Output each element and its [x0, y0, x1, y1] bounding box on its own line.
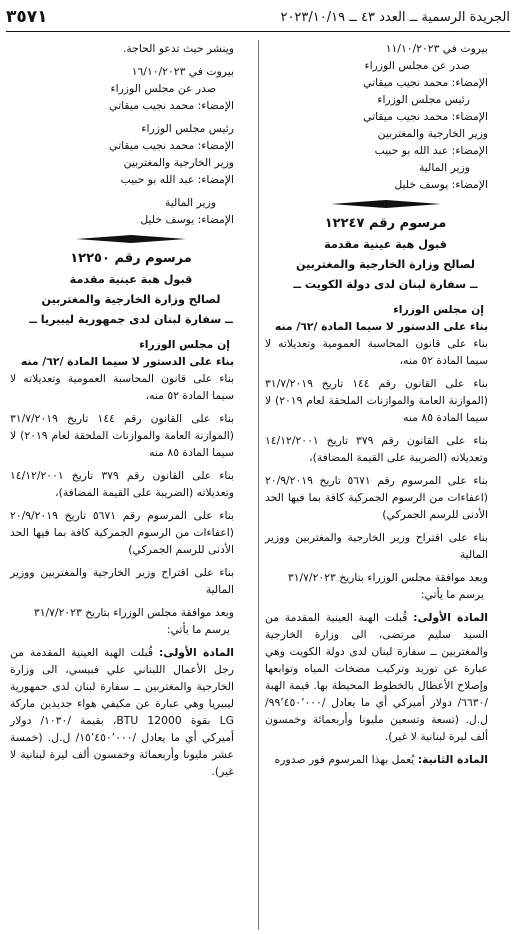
article-2-text: يُعمل بهذا المرسوم فور صدوره [274, 753, 415, 766]
basis-law-379: بناء على القانون رقم ٣٧٩ تاريخ ١٤/١٢/٢٠٠١ وتعديلاته (الضريبة على القيمة المضافة)، [10, 469, 234, 499]
issued-by: صدر عن مجلس الوزراء [110, 82, 216, 95]
basis-proposal: بناء على اقتراح وزير الخارجية والمغتربين ووزير المالية [10, 566, 234, 596]
decrees-line: يرسم ما يأتي: [420, 588, 484, 601]
fin-title: وزير المالية [165, 196, 216, 209]
signature-fin: الإمضاء: يوسف خليل [394, 178, 488, 191]
basis-accounting-law: بناء على قانون المحاسبة العمومية وتعديلاته لا سيما المادة ٥٢ منه، [265, 337, 488, 367]
signature-pm-2: الإمضاء: محمد نجيب ميقاتي [363, 110, 488, 123]
fm-title: وزير الخارجية والمغتربين [123, 156, 234, 169]
decree-subject-3: ــ سفارة لبنان لدى جمهورية ليبيريا ــ [29, 313, 233, 326]
divider-ornament [331, 199, 441, 209]
page-header [6, 6, 510, 32]
article-1-label: المادة الأولى: [413, 611, 488, 624]
basis-constitution: بناء على الدستور لا سيما المادة /٦٢/ منه [20, 355, 234, 368]
decree-subject-2: لصالح وزارة الخارجية والمغتربين [296, 258, 475, 271]
basis-decree-5671: بناء على المرسوم رقم ٥٦٧١ تاريخ ٢٠/٩/٢٠١٩ (اعفاءات من الرسوم الجمركية كافة بما فيها الحد الأدنى للرسم الجمركي) [265, 474, 488, 521]
article-2-label: المادة الثانية: [417, 753, 488, 766]
decree-subject-1: قبول هبة عينية مقدمة [324, 238, 447, 251]
cabinet-approval: وبعد موافقة مجلس الوزراء بتاريخ ٣١/٧/٢٠٢٣ [287, 571, 488, 584]
pm-title: رئيس مجلس الوزراء [141, 122, 234, 135]
decree-subject-3: ــ سفارة لبنان لدى دولة الكويت ــ [293, 278, 478, 291]
page-number: ٣٥٧١ [6, 7, 48, 27]
cabinet-heading: إن مجلس الوزراء [393, 303, 484, 316]
signature-fm: الإمضاء: عبد الله بو حبيب [374, 144, 488, 157]
article-1 [265, 609, 506, 745]
decrees-line: يرسم ما يأتي: [166, 623, 230, 636]
cabinet-approval: وبعد موافقة مجلس الوزراء بتاريخ ٣١/٧/٢٠٢٣ [33, 606, 234, 619]
article-1 [10, 644, 252, 780]
signature-fin: الإمضاء: يوسف خليل [140, 213, 234, 226]
fin-title: وزير المالية [419, 161, 470, 174]
divider-ornament [76, 234, 186, 244]
right-column [258, 40, 512, 930]
decree-subject-2: لصالح وزارة الخارجية والمغتربين [41, 293, 221, 306]
basis-law-379: بناء على القانون رقم ٣٧٩ تاريخ ١٤/١٢/٢٠٠١ وتعديلاته (الضريبة على القيمة المضافة)، [265, 434, 488, 464]
gazette-title: الجريدة الرسمية ــ العدد ٤٣ ــ ٢٠٢٣/١٠/١٩ [280, 9, 510, 25]
article-1-text: قُبلت الهبة العينية المقدمة من السيد سليم مرتضى، الى وزارة الخارجية والمغتربين ــ سفارة لبنان لدى دولة الكويت وهي عبارة عن توريد وتركيب مضخات المياه وتوابعها وإصلاح الأعطال بالخطوط المحيطة بها. قيمة الهبة /٦٦٣٠/ دولار أميركي أي ما يعادل /٩٩٬٤٥٠٬٠٠٠/ ل.ل. (تسعة وتسعين مليونا وأربعمائة وخمسون ألف ليرة لبنانية لا غير). [265, 611, 488, 743]
signature-pm: الإمضاء: محمد نجيب ميقاتي [109, 99, 234, 112]
signature-fm: الإمضاء: عبد الله بو حبيب [120, 173, 234, 186]
basis-law-144: بناء على القانون رقم ١٤٤ تاريخ ٣١/٧/٢٠١٩ (الموازنة العامة والموازنات الملحقة لعام ٢٠١٩) لا سيما المادة ٨٥ منه [265, 377, 488, 424]
decree-title: مرسوم رقم ١٢٢٥٠ [70, 251, 192, 266]
left-column [4, 40, 258, 930]
date-line: بيروت في ١١/١٠/٢٠٢٣ [385, 42, 488, 55]
decree-title: مرسوم رقم ١٢٢٤٧ [324, 216, 447, 231]
basis-decree-5671: بناء على المرسوم رقم ٥٦٧١ تاريخ ٢٠/٩/٢٠١٩ (اعفاءات من الرسوم الجمركية كافة بما فيها الحد الأدنى للرسم الجمركي) [10, 509, 234, 556]
decree-subject-1: قبول هبة عينية مقدمة [69, 273, 193, 286]
issued-by: صدر عن مجلس الوزراء [364, 59, 470, 72]
basis-accounting-law: بناء على قانون المحاسبة العمومية وتعديلاته لا سيما المادة ٥٢ منه، [10, 372, 234, 402]
article-1-text: قُبلت الهبة العينية المقدمة من رجل الأعمال اللبناني علي فبيسي، الى وزارة الخارجية والمغتربين ــ سفارة لبنان لدى جمهورية ليبيريا وهي عبارة عن مكيفي هواء جديدين ماركة LG بقوة BTU 12000، بقيمة /١٠٣٠/ دولار أميركي أي ما يعادل /١٥٬٤٥٠٬٠٠٠/ ل.ل. (خمسة عشر مليونا وأربعمائة وخمسون ألف ليرة لبنانية لا غير). [10, 646, 234, 778]
basis-constitution: بناء على الدستور لا سيما المادة /٦٢/ منه [274, 320, 488, 333]
signature-pm: الإمضاء: محمد نجيب ميقاتي [363, 76, 488, 89]
page-columns [4, 40, 512, 930]
cabinet-heading: إن مجلس الوزراء [139, 338, 230, 351]
publish-line: وينشر حيث تدعو الحاجة. [122, 42, 234, 55]
pm-title: رئيس مجلس الوزراء [377, 93, 470, 106]
signature-pm-2: الإمضاء: محمد نجيب ميقاتي [109, 139, 234, 152]
fm-title: وزير الخارجية والمغتربين [377, 127, 488, 140]
article-2 [265, 751, 506, 768]
basis-law-144: بناء على القانون رقم ١٤٤ تاريخ ٣١/٧/٢٠١٩ (الموازنة العامة والموازنات الملحقة لعام ٢٠١٩) لا سيما المادة ٨٥ منه [10, 412, 234, 459]
date-line: بيروت في ١٦/١٠/٢٠٢٣ [131, 65, 234, 78]
basis-proposal: بناء على اقتراح وزير الخارجية والمغتربين ووزير المالية [265, 531, 488, 561]
article-1-label: المادة الأولى: [159, 646, 235, 659]
